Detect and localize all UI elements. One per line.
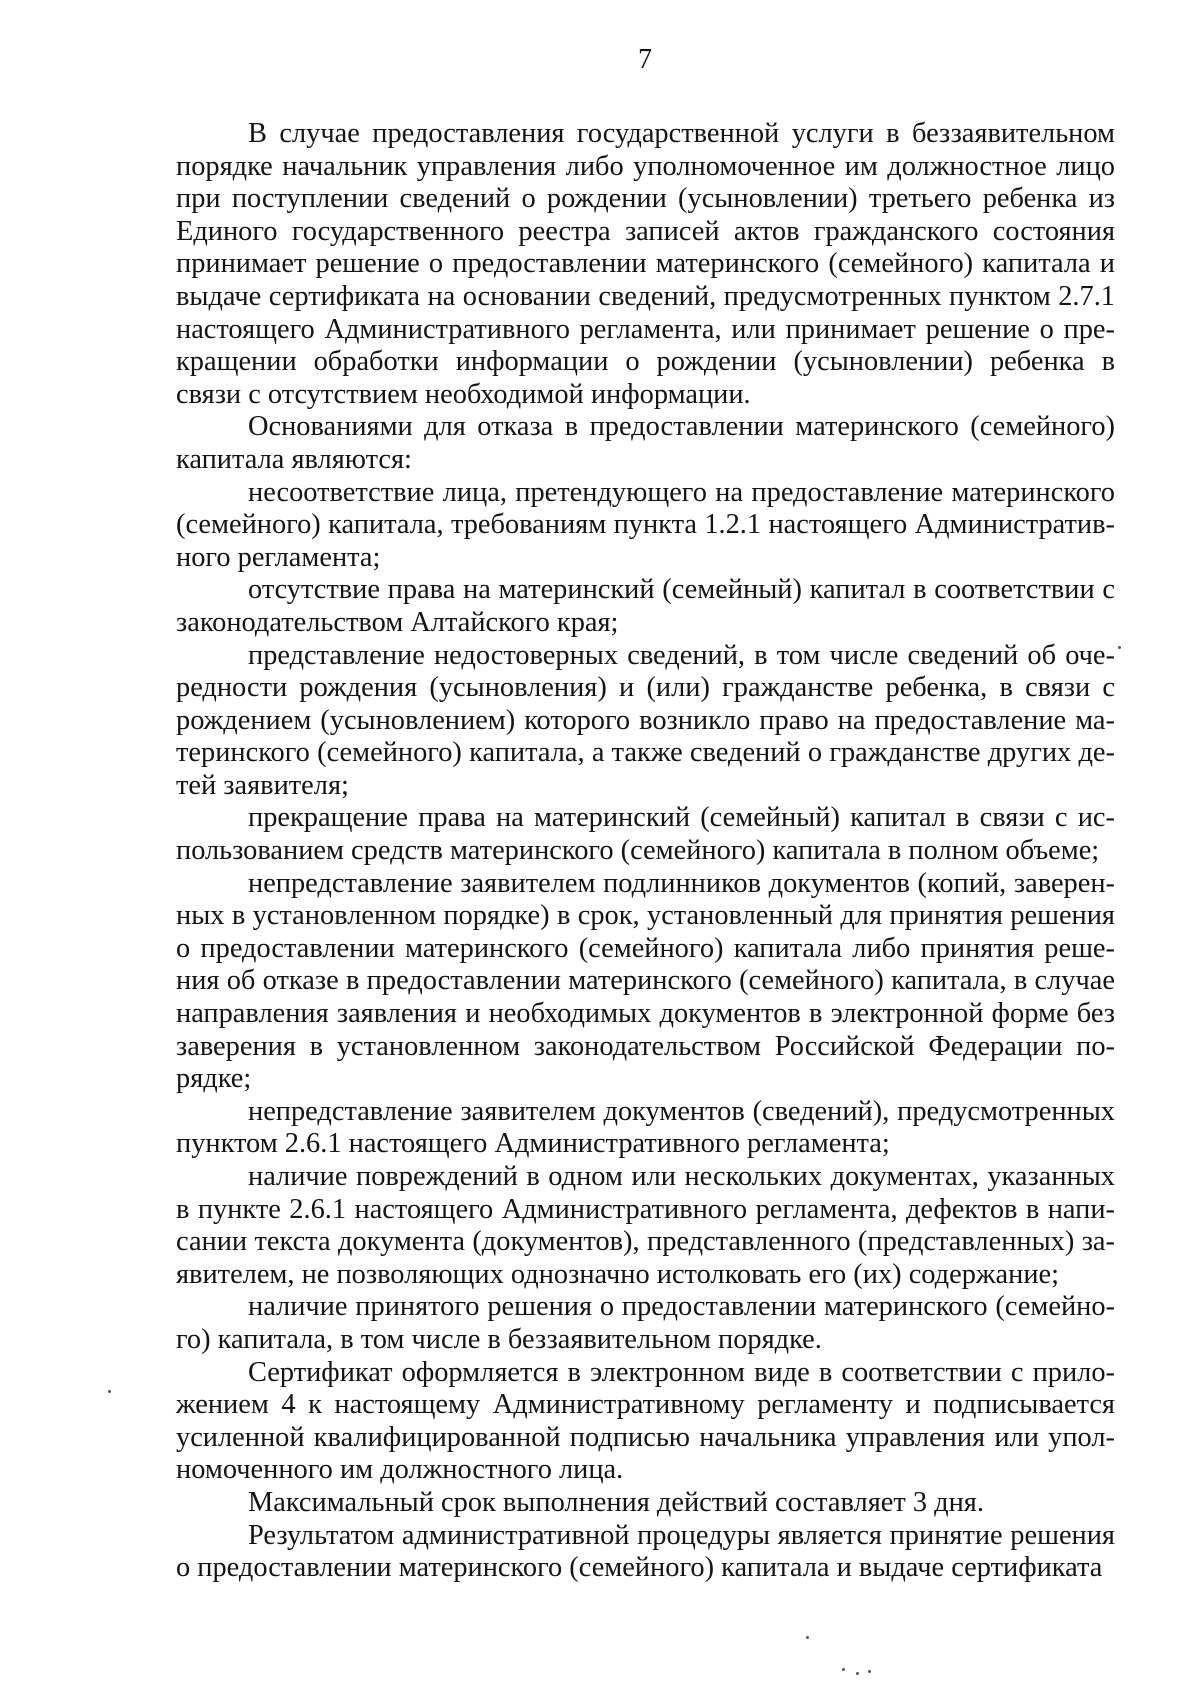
paragraph-ground-requirements-mismatch: несоответствие лица, претендующего на предоставление материнского (семейного) капитала, требованиям пункта 1.2.1 настоящего Административного регламента;	[176, 476, 1115, 573]
paragraph-max-duration: Максимальный срок выполнения действий составляет 3 дня.	[248, 1486, 984, 1518]
paragraph-ground-decision-exists: наличие принятого решения о предоставлении материнского (семейного) капитала, в том числе в беззаявительном порядке.	[176, 1291, 1115, 1355]
paragraph-procedure-result: Результатом административной процедуры является принятие решения о предоставлении материнского (семейного) капитала и выдаче сертификата	[176, 1519, 1115, 1584]
paragraph-ground-originals-not-submitted: непредставление заявителем подлинников документов (копий, заверенных в установленном порядке) в срок, установленный для принятия решения о предоставлении материнского (семейного) капитала либо принятия решения об отказе в предоставлении материнского (семейного) капитала, в случае направления заявления и необходимых документов в электронной форме без заверения в установленном законодательством Российской Федерации порядке;	[176, 867, 1115, 1095]
paragraph-ground-false-information: представление недостоверных сведений, в том числе сведений об очередности рождения (усыновления) и (или) гражданстве ребенка, в связи с рождением (усыновлением) которого возникло право на предоставление материнского (семейного) капитала, а также сведений о гражданстве других детей заявителя;	[176, 639, 1115, 801]
paragraph-certificate-issuance: Сертификат оформляется в электронном виде в соответствии с приложением 4 к настоящему Административному регламенту и подписывается усиленной квалифицированной подписью начальника управления или уполномоченного им должностного лица.	[176, 1356, 1115, 1486]
paragraph-ground-no-right: отсутствие права на материнский (семейный) капитал в соответствии с законодательством Алтайского края;	[176, 574, 1115, 638]
page-number: 7	[638, 44, 652, 75]
document-body	[176, 118, 1115, 1585]
paragraph-ground-documents-not-submitted: непредставление заявителем документов (сведений), предусмотренных пунктом 2.6.1 настоящего Административного регламента;	[176, 1095, 1115, 1160]
paragraph-ground-right-terminated: прекращение права на материнский (семейный) капитал в связи с использованием средств материнского (семейного) капитала в полном объеме;	[176, 802, 1115, 867]
paragraph-ground-damaged-documents: наличие повреждений в одном или нескольких документах, указанных в пункте 2.6.1 настоящего Административного регламента, дефектов в написании текста документа (документов), представленного (представленных) заявителем, не позволяющих однозначно истолковать его (их) содержание;	[176, 1161, 1115, 1290]
paragraph-refusal-grounds-intro: Основаниями для отказа в предоставлении материнского (семейного) капитала являются:	[176, 411, 1115, 475]
paragraph-no-application-procedure: В случае предоставления государственной услуги в беззаявительном порядке начальник управления либо уполномоченное им должностное лицо при поступлении сведений о рождении (усыновлении) третьего ребенка из Единого государственного реестра записей актов гражданского состояния принимает решение о предоставлении материнского (семейного) капитала и выдаче сертификата на основании сведений, предусмотренных пунктом 2.7.1 настоящего Административного регламента, или принимает решение о прекращении обработки информации о рождении (усыновлении) ребенка в связи с отсутствием необходимой информации.	[176, 118, 1115, 410]
